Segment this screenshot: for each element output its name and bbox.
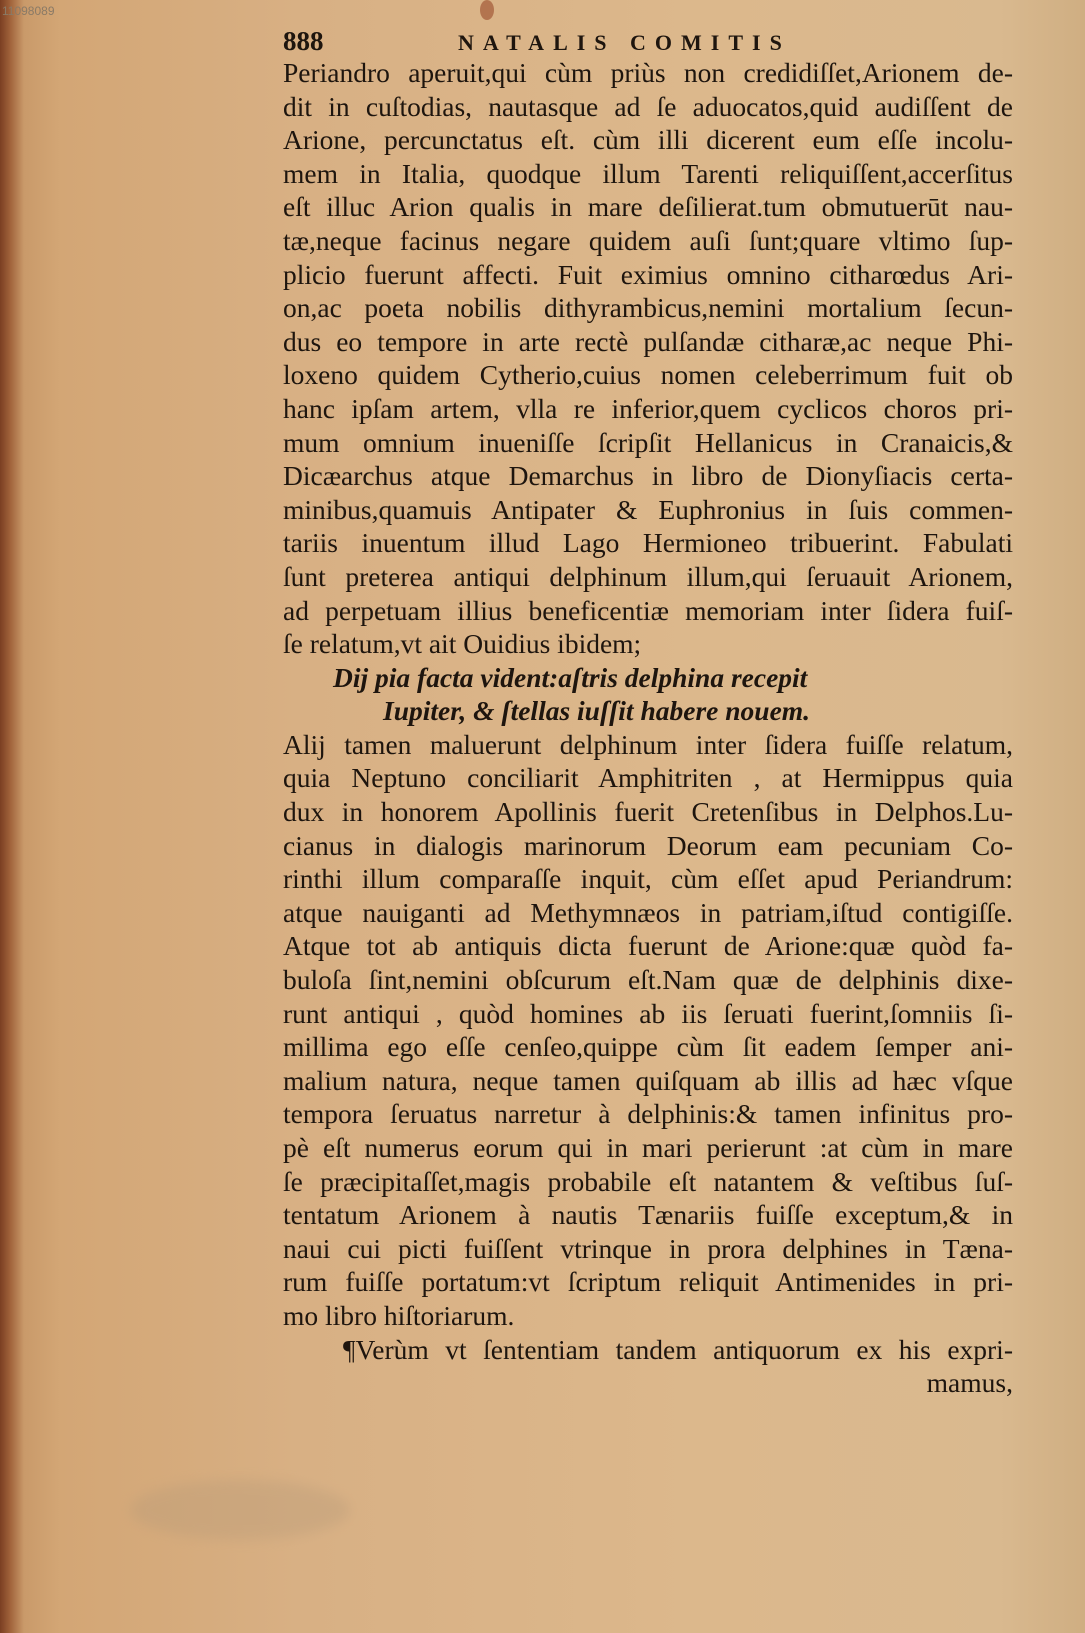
text-line: eſt illuc Arion qualis in mare deſilierat.tum obmutuerūt nau- [283, 191, 1013, 223]
text-line: dit in cuſtodias, nautasque ad ſe aduocatos,quid audiſſent de [283, 90, 1013, 122]
text-line: Dicæarchus atque Demarchus in libro de Dionyſiacis certa- [283, 460, 1013, 492]
page-number: 888 [283, 26, 324, 56]
text-line: mo libro hiſtoriarum. [283, 1299, 515, 1331]
text-line: tæ,neque facinus negare quidem auſi ſunt;quare vltimo ſup- [283, 224, 1013, 256]
verse-line: Dij pia facta vident:aſtris delphina recepit [333, 661, 808, 693]
text-line: millima ego eſſe cenſeo,quippe cùm ſit eadem ſemper ani- [283, 1031, 1013, 1063]
text-line: ſunt preterea antiqui delphinum illum,qui ſeruauit Arionem, [283, 560, 1013, 592]
body-text [283, 56, 1013, 1400]
page-header [283, 26, 848, 56]
text-line: ad perpetuam illius beneficentiæ memoriam inter ſidera fuiſ- [283, 594, 1013, 626]
verse-line: Iupiter, & ſtellas iuſſit habere nouem. [383, 695, 811, 727]
text-line: dus eo tempore in arte rectè pulſandæ citharæ,ac neque Phi- [283, 325, 1013, 357]
text-line: tentatum Arionem à nautis Tænariis fuiſſe exceptum,& in [283, 1199, 1013, 1231]
text-line: malium natura, neque tamen quiſquam ab illis ad hæc vſque [283, 1064, 1013, 1096]
catchword: mamus, [926, 1367, 1013, 1399]
text-line: tempora ſeruatus narretur à delphinis:& tamen infinitus pro- [283, 1098, 1013, 1130]
text-line: Atque tot ab antiquis dicta fuerunt de Arione:quæ quòd fa- [283, 930, 1013, 962]
scan-watermark: 11098089 [2, 4, 55, 18]
text-line: buloſa ſint,nemini obſcurum eſt.Nam quæ de delphinis dixe- [283, 964, 1013, 996]
text-line: mem in Italia, quodque illum Tarenti reliquiſſent,accerſitus [283, 157, 1013, 189]
text-line: dux in honorem Apollinis fuerit Cretenſibus in Delphos.Lu- [283, 796, 1013, 828]
running-title: NATALIS COMITIS [458, 30, 791, 55]
paper-stain [480, 0, 494, 20]
text-line: rinthi illum comparaſſe inquit, cùm eſſet apud Periandrum: [283, 863, 1013, 895]
text-line: ſe præcipitaſſet,magis probabile eſt natantem & veſtibus ſuſ- [283, 1165, 1013, 1197]
text-line: plicio fuerunt affecti. Fuit eximius omnino citharœdus Ari- [283, 258, 1013, 290]
text-line: Arione, percunctatus eſt. cùm illi dicerent eum eſſe incolu- [283, 124, 1013, 156]
text-line: hanc ipſam artem, vlla re inferior,quem cyclicos choros pri- [283, 392, 1013, 424]
text-line: quia Neptuno conciliarit Amphitriten , at Hermippus quia [283, 762, 1013, 794]
paragraph-start: ¶Verùm vt ſententiam tandem antiquorum ex his expri- [343, 1333, 1013, 1365]
text-line: atque nauiganti ad Methymnæos in patriam,iſtud contigiſſe. [283, 896, 1013, 928]
text-line: on,ac poeta nobilis dithyrambicus,nemini mortalium ſecun- [283, 292, 1013, 324]
text-line: cianus in dialogis marinorum Deorum eam pecuniam Co- [283, 829, 1013, 861]
text-line: Periandro aperuit,qui cùm priùs non credidiſſet,Arionem de- [283, 57, 1013, 88]
text-line: tariis inuentum illud Lago Hermioneo tribuerint. Fabulati [283, 527, 1013, 559]
text-line: rum fuiſſe portatum:vt ſcriptum reliquit Antimenides in pri- [283, 1266, 1013, 1298]
text-line: pè eſt numerus eorum qui in mari perierunt :at cùm in mare [283, 1132, 1013, 1163]
text-line: runt antiqui , quòd homines ab iis ſeruati fuerint,ſomniis ſi- [283, 997, 1013, 1029]
text-line: naui cui picti fuiſſent vtrinque in prora delphines in Tæna- [283, 1232, 1013, 1264]
text-line: mum omnium inueniſſe ſcripſit Hellanicus in Cranaicis,& [283, 426, 1013, 458]
text-line: loxeno quidem Cytherio,cuius nomen celeberrimum fuit ob [283, 359, 1013, 391]
text-line: minibus,quamuis Antipater & Euphronius in ſuis commen- [283, 493, 1013, 525]
paper-stain [130, 1480, 350, 1540]
text-line: Alij tamen maluerunt delphinum inter ſidera fuiſſe relatum, [283, 728, 1013, 760]
text-line: ſe relatum,vt ait Ouidius ibidem; [283, 628, 642, 660]
